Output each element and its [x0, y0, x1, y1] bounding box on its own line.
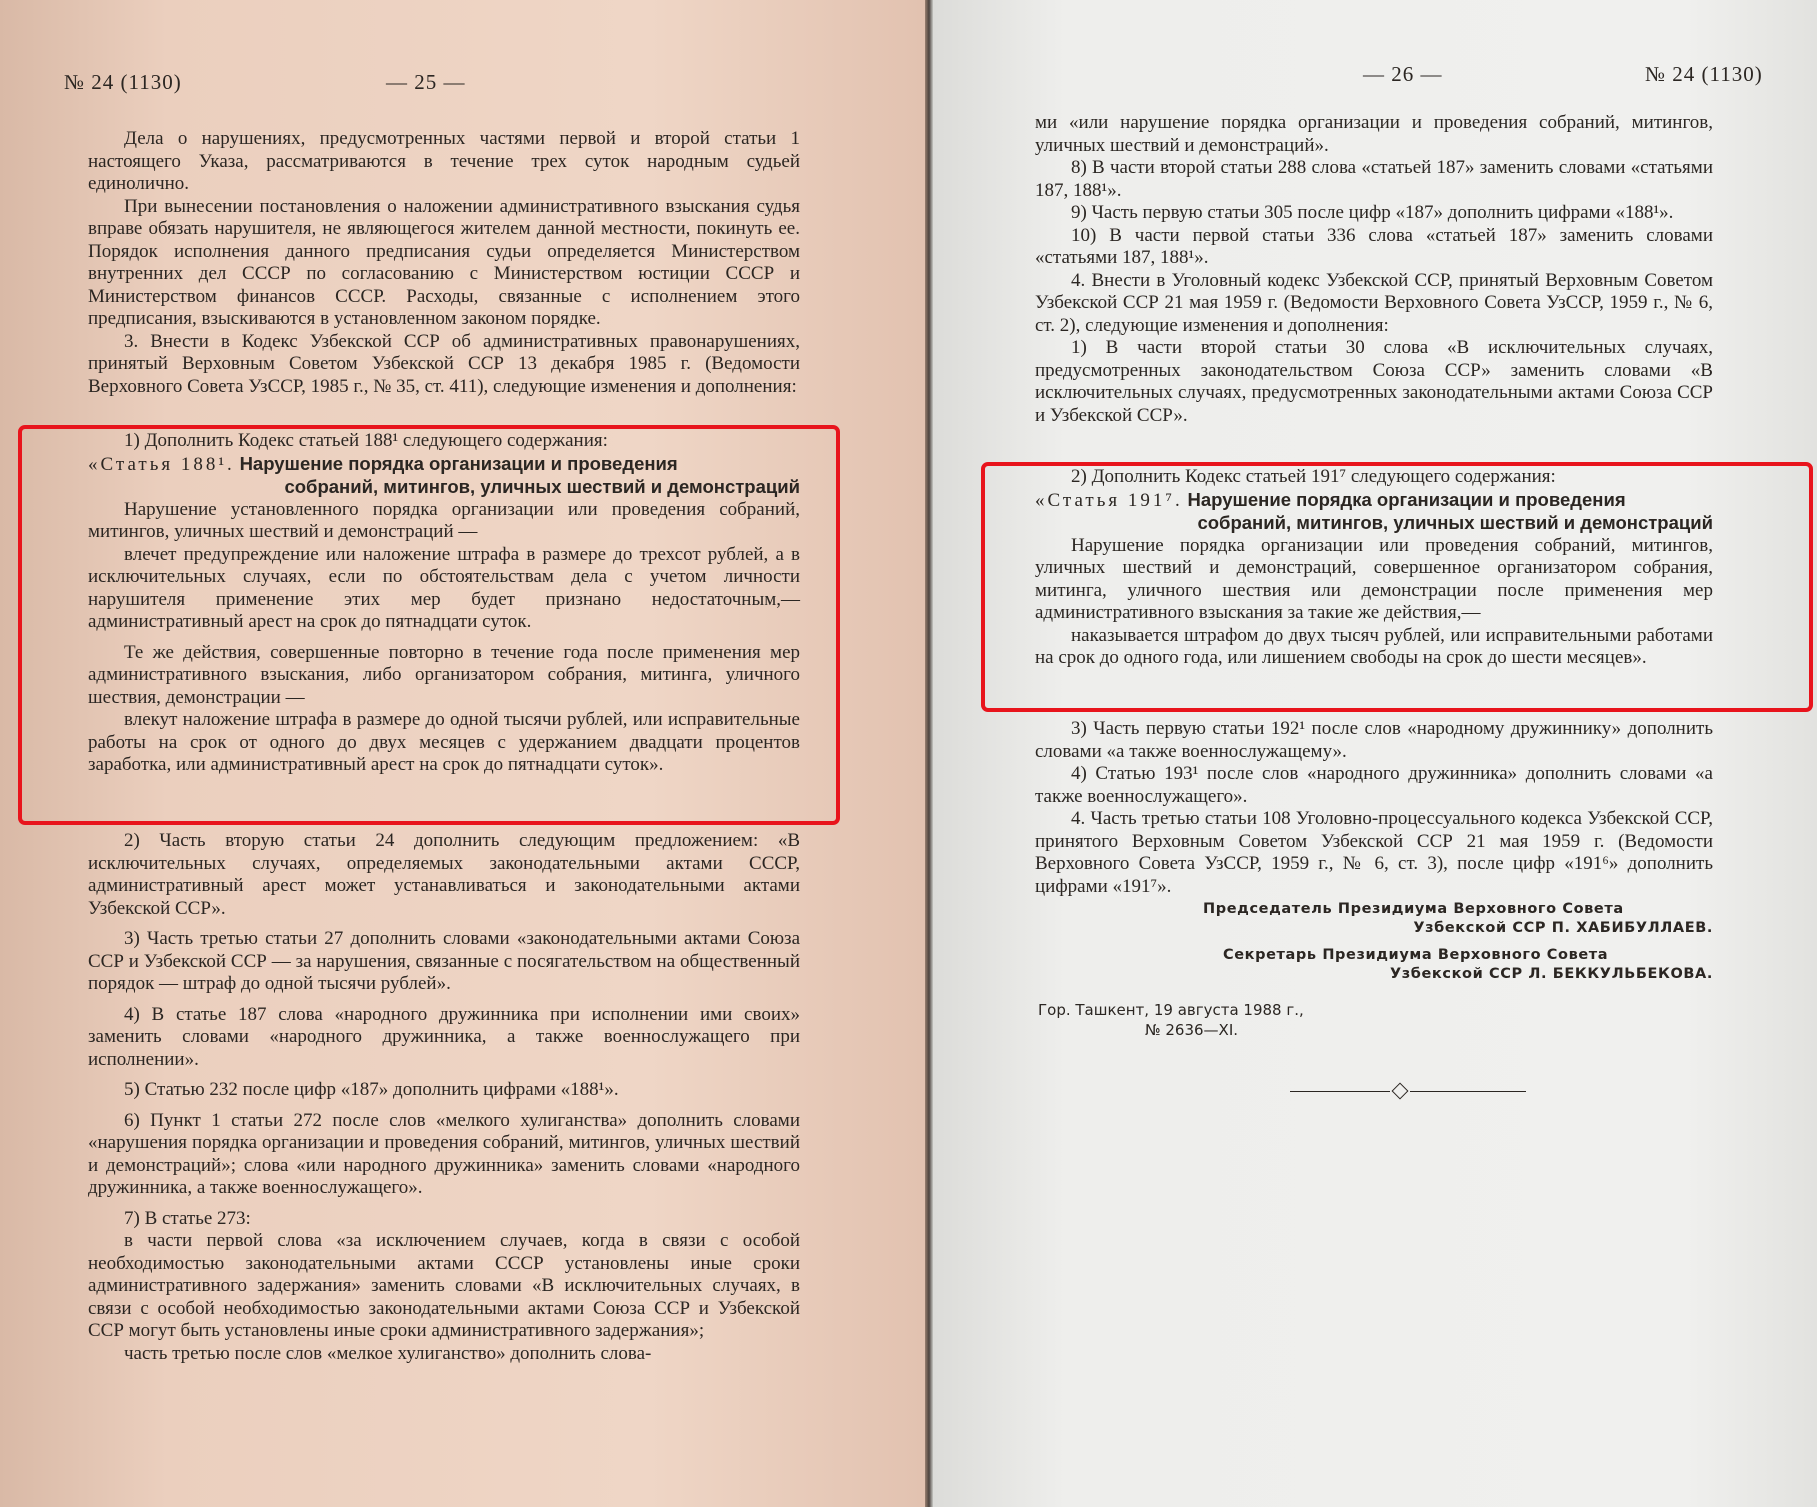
paragraph: влечет предупреждение или наложение штрафа в размере до трехсот рублей, а в исключительных случаях, если по обстоятельствам дела с учетом личности нарушителя применение этих мер будет признано недостаточным,— административный арест на срок до пятнадцати суток.: [88, 543, 800, 632]
signature-block: [1203, 900, 1713, 984]
paragraph: Те же действия, совершенные повторно в течение года после применения мер административного взыскания, либо организатором собрания, митинга, уличного шествия, демонстрации —: [88, 641, 800, 708]
paragraph: 4) В статье 187 слова «народного дружинника при исполнении ими своих» заменить словами «народного дружинника, а также военнослужащего при исполнении».: [88, 1003, 800, 1070]
paragraph: 10) В части первой статьи 336 слова «статьей 187» заменить словами «статьями 187, 188¹».: [1035, 224, 1713, 268]
secretary-name: Узбекской ССР Л. БЕККУЛЬБЕКОВА.: [1389, 966, 1713, 982]
article-intro: 2) Дополнить Кодекс статьей 191⁷ следующего содержания:: [1071, 466, 1556, 487]
paragraph: 6) Пункт 1 статьи 272 после слов «мелкого хулиганства» дополнить словами «нарушения порядка организации и проведения собраний, митингов, уличных шествий и демонстраций»; слова «или народного дружинника» заменить словами «народного дружинника, а также военнослужащего».: [88, 1109, 800, 1198]
paragraph: Дела о нарушениях, предусмотренных частями первой и второй статьи 1 настоящего Указа, рассматриваются в течение трех суток народным судьей единолично.: [88, 128, 800, 194]
paragraph: часть третью после слов «мелкое хулиганство» дополнить слова-: [124, 1342, 652, 1364]
paragraph: При вынесении постановления о наложении административного взыскания судья вправе обязать нарушителя, не являющегося жителем данной местности, покинуть ее. Порядок исполнения данного предписания судьи определяется Министерством внутренних дел СССР по согласованию с Министерством юстиции СССР и Министерством финансов СССР. Расходы, связанные с исполнением этого предписания, взыскиваются в установленном законом порядке.: [88, 195, 800, 329]
red-highlight-box-left: [18, 425, 840, 825]
left-body-bottom: [88, 830, 800, 1365]
paragraph: наказывается штрафом до двух тысяч рублей, или исправительными работами на срок до одного года, или лишением свободы на срок до шести месяцев».: [1035, 624, 1713, 668]
article-title-line-2: собраний, митингов, уличных шествий и демонстраций: [1197, 512, 1713, 533]
left-body-top: [88, 128, 800, 398]
paragraph: в части первой слова «за исключением случаев, когда в связи с особой необходимостью законодательными актами СССР установлены иные сроки административного задержания» заменить словами «В исключительных случаях, в связи с особой необходимостью законодательными актами Союза ССР и Узбекской ССР могут быть установлены иные сроки административного задержания»;: [88, 1230, 800, 1341]
right-issue-number: № 24 (1130): [1645, 62, 1763, 86]
paragraph: 5) Статью 232 после цифр «187» дополнить цифрами «188¹».: [124, 1079, 619, 1100]
article-title-line-1: Нарушение порядка организации и проведения: [1187, 488, 1626, 510]
secretary-title: Секретарь Президиума Верховного Совета: [1223, 947, 1609, 963]
paragraph: 8) В части второй статьи 288 слова «статьей 187» заменить словами «статьями 187, 188¹».: [1035, 157, 1713, 201]
paragraph: 4. Внести в Уголовный кодекс Узбекской ССР, принятый Верховным Советом Узбекской ССР 21 мая 1959 г. (Ведомости Верховного Совета УзССР, 1959 г., № 6, ст. 2), следующие изменения и дополнения:: [1035, 269, 1713, 336]
paragraph: Нарушение установленного порядка организации или проведения собраний, митингов, уличных шествий и демонстраций —: [88, 498, 800, 542]
chair-name: Узбекской ССР П. ХАБИБУЛЛАЕВ.: [1413, 920, 1713, 936]
decree-number: № 2636—XI.: [1145, 1021, 1239, 1039]
paragraph: 4) Статью 193¹ после слов «народного дружинника» дополнить словами «а также военнослужащего».: [1035, 763, 1713, 807]
article-title-line-1: Нарушение порядка организации и проведения: [239, 452, 678, 474]
paragraph: 7) В статье 273:: [124, 1207, 251, 1229]
paragraph: 3) Часть первую статьи 192¹ после слов «народному дружиннику» дополнить словами «а также военнослужащему».: [1035, 718, 1713, 762]
red-highlight-box-right: [981, 462, 1813, 712]
article-number: «Статья 188¹.: [88, 453, 235, 475]
right-body-top: [1035, 112, 1713, 427]
paragraph: Нарушение порядка организации или проведения собраний, митингов, уличных шествий и демонстраций, совершенное организатором собрания, митинга, уличного шествия или демонстрации после применения мер административного взыскания за такие же действия,—: [1035, 534, 1713, 623]
article-title-line-2: собраний, митингов, уличных шествий и демонстраций: [284, 476, 800, 497]
right-page: [933, 0, 1817, 1507]
paragraph: 3. Внести в Кодекс Узбекской ССР об административных правонарушениях, принятый Верховным Советом Узбекской ССР 13 декабря 1985 г. (Ведомости Верховного Совета УзССР, 1985 г., № 35, ст. 411), следующие изменения и дополнения:: [88, 330, 800, 397]
paragraph: 1) В части второй статьи 30 слова «В исключительных случаях, предусмотренных законодательством Союза ССР» заменить словами «В исключительных случаях, предусмотренных законодательными актами Союза ССР и Узбекской ССР».: [1035, 337, 1713, 426]
article-intro: 1) Дополнить Кодекс статьей 188¹ следующего содержания:: [124, 430, 608, 451]
end-ornament: [1290, 1085, 1526, 1099]
paragraph: 2) Часть вторую статьи 24 дополнить следующим предложением: «В исключительных случаях, определяемых законодательными актами СССР, административный арест может устанавливаться и законодательными актами Узбекской ССР».: [88, 830, 800, 919]
left-page-number: — 25 —: [386, 70, 466, 94]
place-date: Гор. Ташкент, 19 августа 1988 г.,: [1038, 1001, 1304, 1019]
left-issue-number: № 24 (1130): [64, 70, 182, 94]
paragraph: 3) Часть третью статьи 27 дополнить словами «законодательными актами Союза ССР и Узбекской ССР — за нарушения, связанные с посягательством на общественный порядок — штраф до одной тысячи рублей».: [88, 928, 800, 994]
right-page-number: — 26 —: [1363, 62, 1443, 86]
article-number: «Статья 191⁷.: [1035, 489, 1183, 511]
book-gutter: [925, 0, 933, 1507]
right-body-bottom: [1035, 718, 1713, 898]
paragraph: 9) Часть первую статьи 305 после цифр «187» дополнить цифрами «188¹».: [1071, 202, 1674, 223]
paragraph: 4. Часть третью статьи 108 Уголовно-процессуального кодекса Узбекской ССР, принятого Верховным Советом Узбекской ССР 21 мая 1959 г. (Ведомости Верховного Совета УзССР, 1959 г., № 6, ст. 3), после цифр «191⁶» дополнить цифрами «191⁷».: [1035, 808, 1713, 897]
paragraph: влекут наложение штрафа в размере до одной тысячи рублей, или исправительные работы на срок от одного до двух месяцев с удержанием двадцати процентов заработка, или административный арест на срок до пятнадцати суток».: [88, 709, 800, 775]
paragraph: ми «или нарушение порядка организации и проведения собраний, митингов, уличных шествий и демонстраций».: [1035, 112, 1713, 156]
chair-title: Председатель Президиума Верховного Совета: [1203, 901, 1624, 917]
